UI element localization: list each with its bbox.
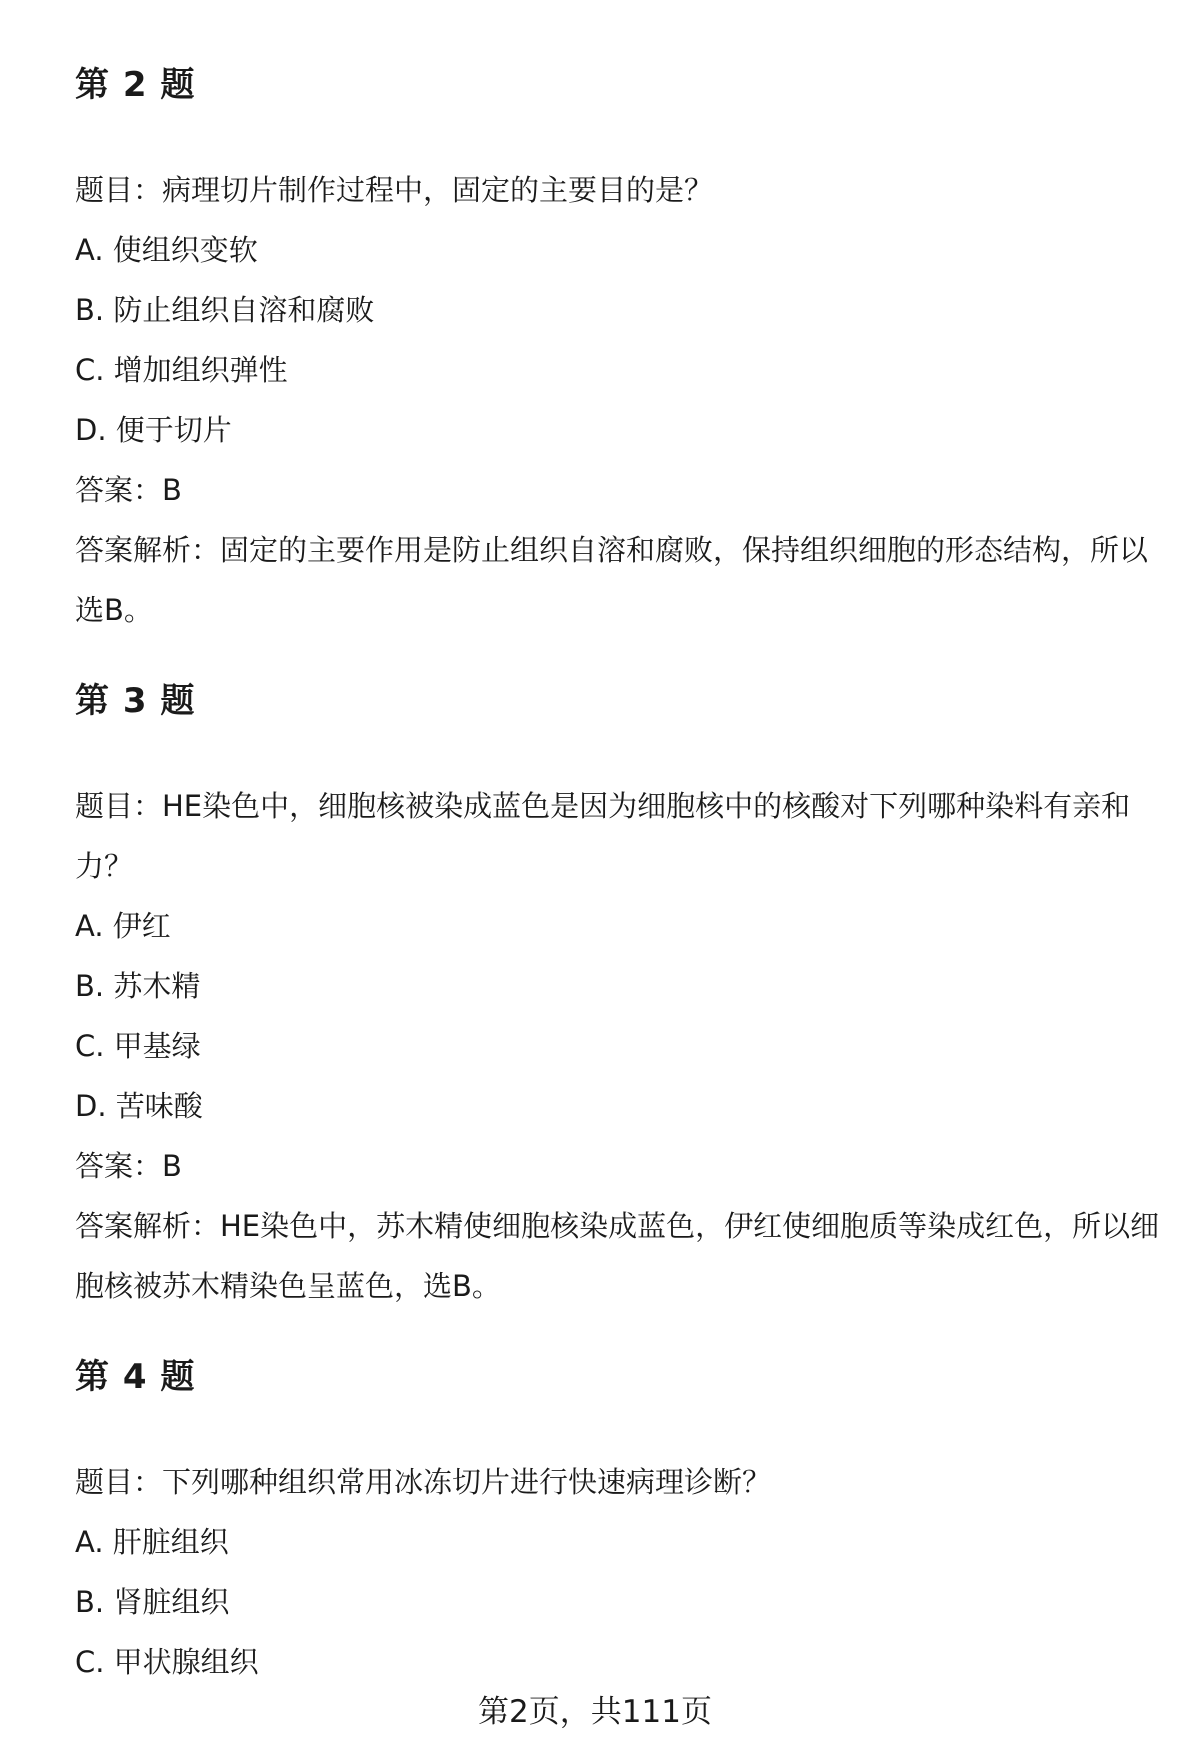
option-c: C. 甲状腺组织	[75, 1645, 259, 1679]
answer-analysis: 答案解析：HE染色中，苏木精使细胞核染成蓝色，伊红使细胞质等染成红色，所以细胞核被苏木精染色呈蓝色，选B。	[75, 1209, 1160, 1303]
option-a: A. 使组织变软	[75, 233, 258, 267]
question-heading: 第 4 题	[75, 1357, 196, 1397]
page-number-footer: 第2页，共111页	[478, 1694, 712, 1730]
question-block	[75, 678, 1175, 1316]
answer: 答案：B	[75, 473, 182, 507]
question-heading: 第 2 题	[75, 65, 196, 105]
option-c: C. 增加组织弹性	[75, 353, 288, 387]
option-b: B. 防止组织自溶和腐败	[75, 293, 375, 327]
option-b: B. 肾脏组织	[75, 1585, 230, 1619]
question-block	[75, 1354, 1175, 1692]
question-stem: 题目：下列哪种组织常用冰冻切片进行快速病理诊断？	[75, 1465, 772, 1499]
question-block	[75, 62, 1175, 640]
option-a: A. 肝脏组织	[75, 1525, 229, 1559]
question-stem: 题目：病理切片制作过程中，固定的主要目的是？	[75, 173, 714, 207]
option-c: C. 甲基绿	[75, 1029, 201, 1063]
answer-analysis: 答案解析：固定的主要作用是防止组织自溶和腐败，保持组织细胞的形态结构，所以选B。	[75, 533, 1149, 627]
option-b: B. 苏木精	[75, 969, 201, 1003]
answer: 答案：B	[75, 1149, 182, 1183]
option-d: D. 苦味酸	[75, 1089, 203, 1123]
option-a: A. 伊红	[75, 909, 171, 943]
question-stem: 题目：HE染色中，细胞核被染成蓝色是因为细胞核中的核酸对下列哪种染料有亲和力？	[75, 789, 1131, 883]
question-heading: 第 3 题	[75, 681, 196, 721]
page-content	[75, 62, 1175, 1730]
option-d: D. 便于切片	[75, 413, 232, 447]
